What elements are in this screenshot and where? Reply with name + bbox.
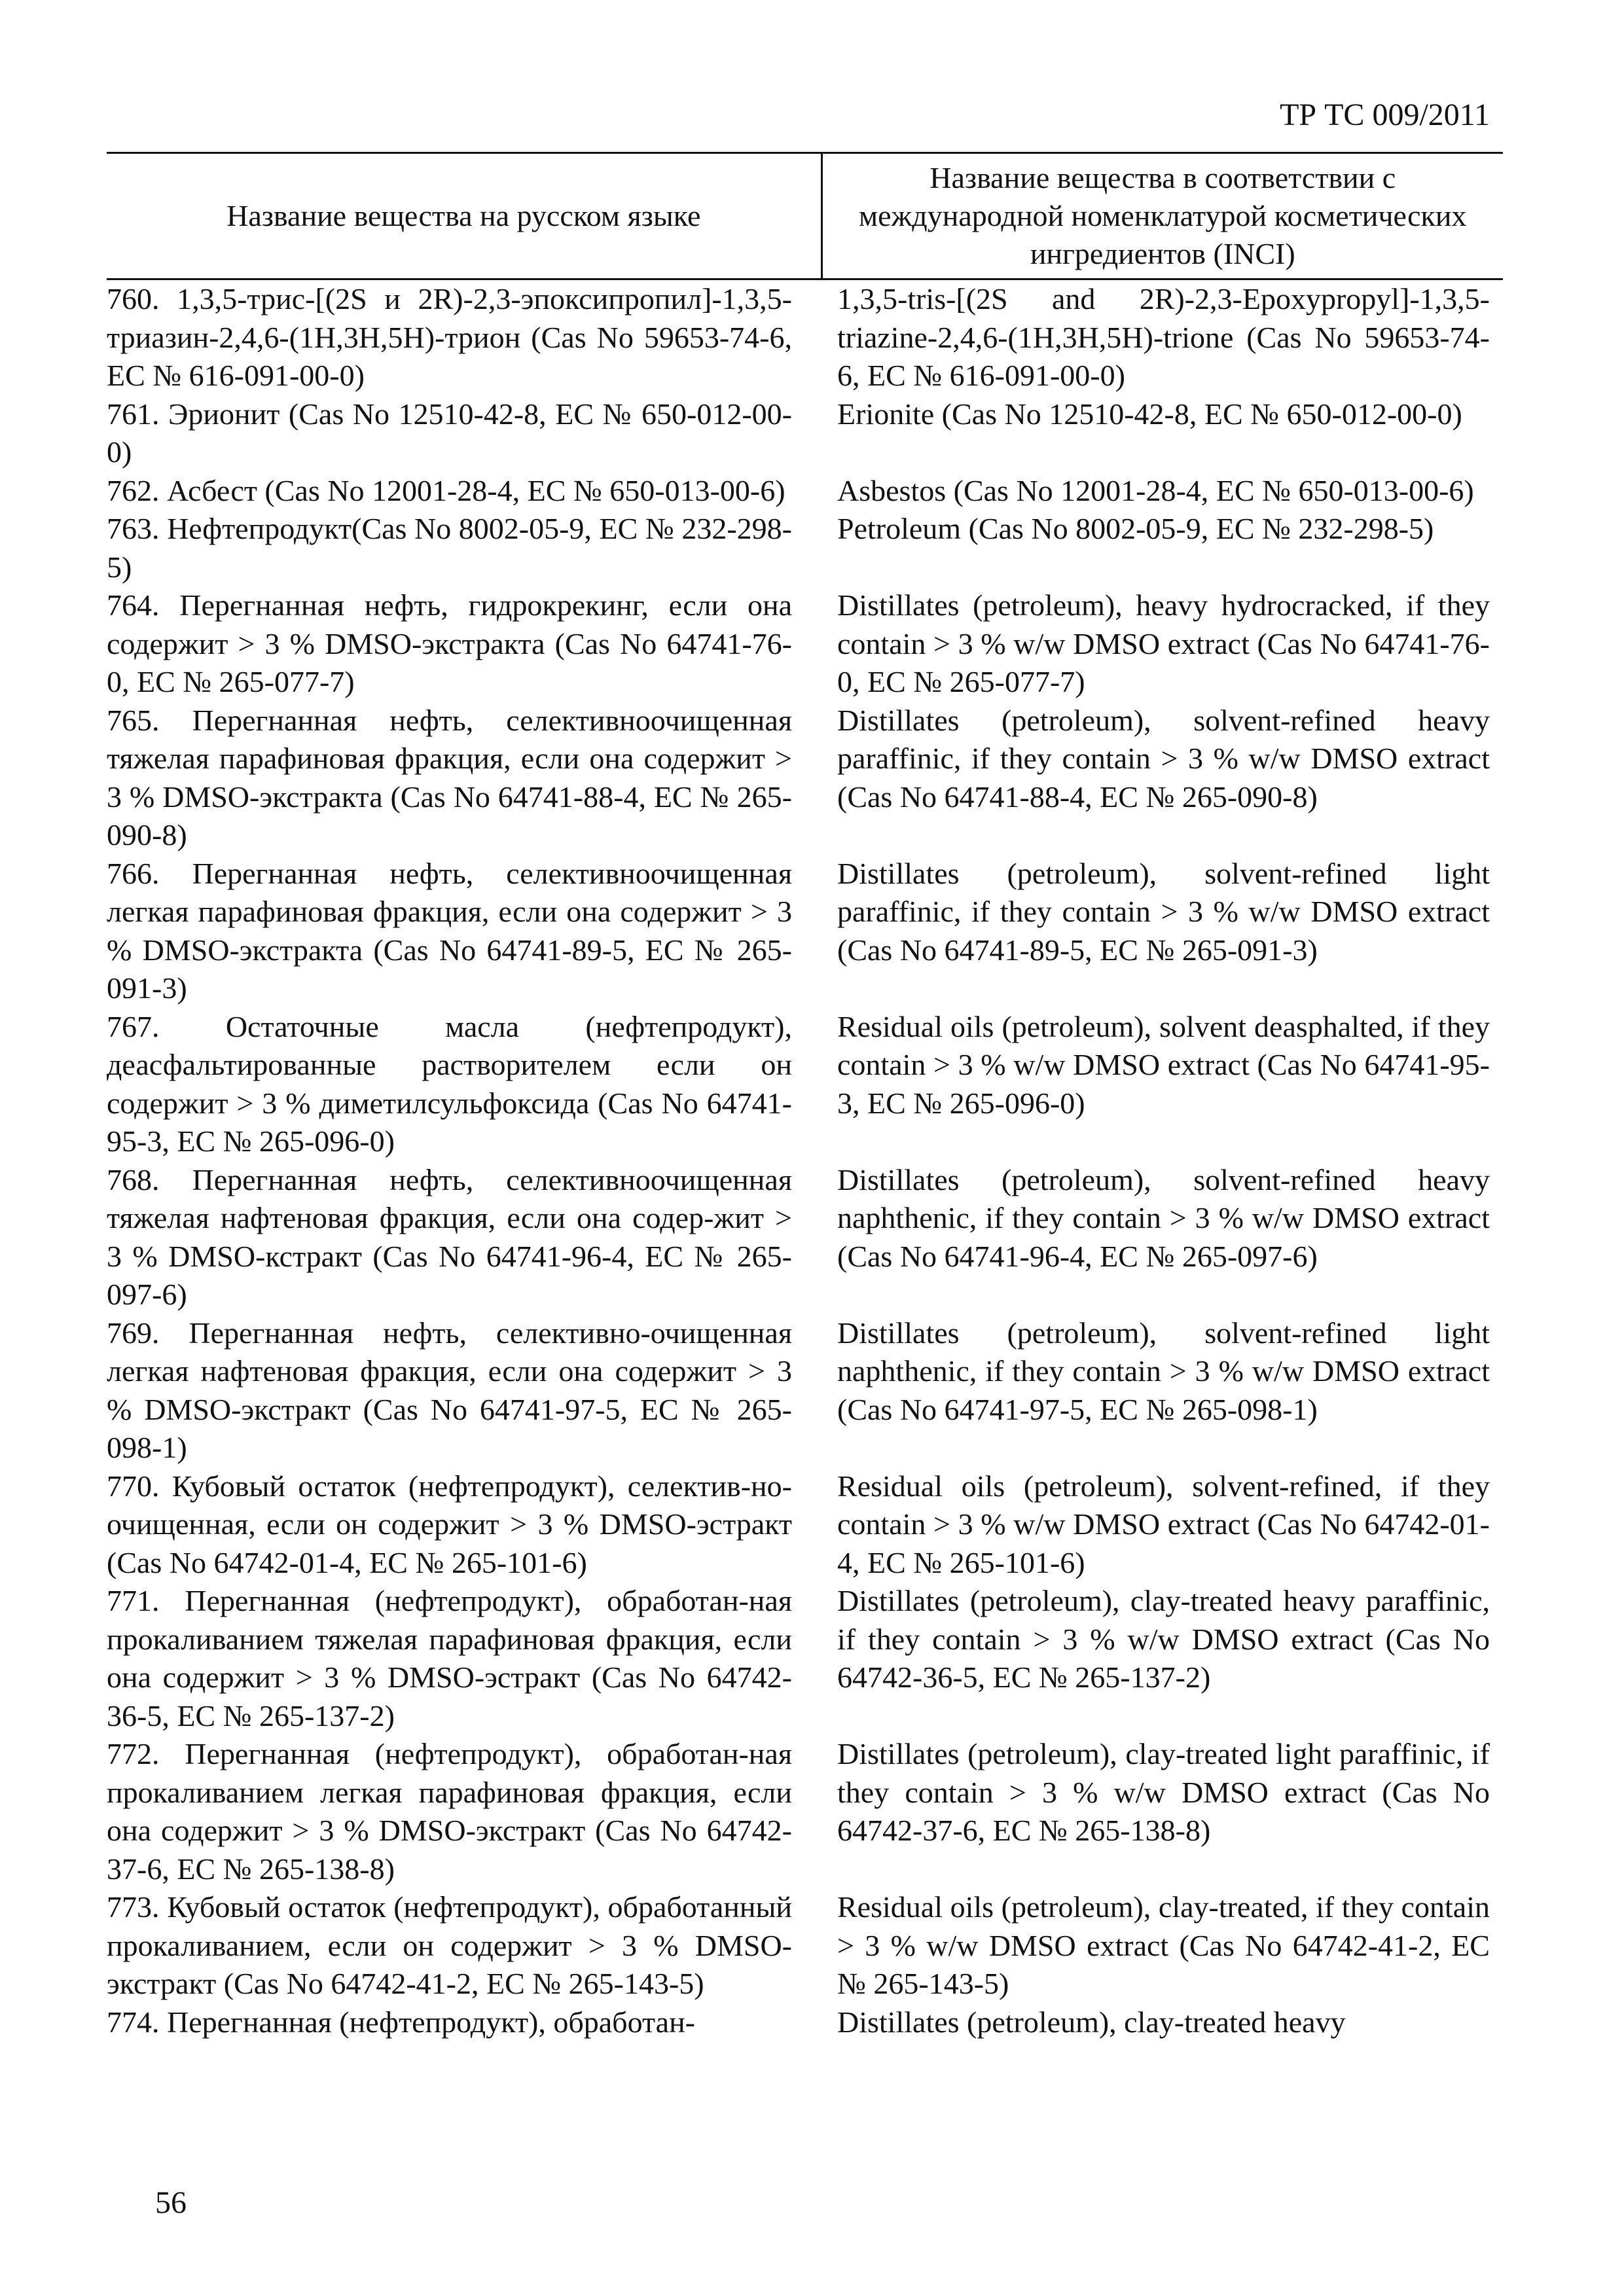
substance-name-russian: 763. Нефтепродукт(Cas No 8002-05-9, ЕС № 232-298-5) [107, 512, 792, 584]
table-row [107, 855, 1503, 1008]
substance-name-inci: Distillates (petroleum), solvent-refined heavy naphthenic, if they contain > 3 % w/w DMSO extract (Cas No 64741-96-4, ЕС № 265-097-6) [837, 1162, 1490, 1273]
substance-name-russian: 766. Перегнанная нефть, селективноочищенная легкая парафиновая фракция, если она содержит > 3 % DMSO-экстракта (Cas No 64741-89-5, ЕС № 265-091-3) [107, 856, 792, 1005]
substance-name-russian: 771. Перегнанная (нефтепродукт), обработан-ная прокаливанием тяжелая парафиновая фракция, если она содержит > 3 % DMSO-эстракт (Cas No 64742-36-5, ЕС № 265-137-2) [107, 1584, 792, 1732]
substance-name-russian: 760. 1,3,5-трис-[(2S и 2R)-2,3-эпоксипропил]-1,3,5-триазин-2,4,6-(1H,3H,5H)-трион (Cas No 59653-74-6, ЕС № 616-091-00-0) [107, 282, 792, 392]
substance-name-russian: 762. Асбест (Cas No 12001-28-4, ЕС № 650-013-00-6) [107, 473, 785, 507]
substance-name-russian: 772. Перегнанная (нефтепродукт), обработан-ная прокаливанием легкая парафиновая фракция, если она содержит > 3 % DMSO-экстракт (Cas No 64742-37-6, ЕС № 265-138-8) [107, 1737, 792, 1886]
substance-name-inci: Residual oils (petroleum), solvent-refined, if they contain > 3 % w/w DMSO extract (Cas No 64742-01-4, ЕС № 265-101-6) [837, 1469, 1490, 1579]
substance-name-russian: 764. Перегнанная нефть, гидрокрекинг, если она содержит > 3 % DMSO-экстракта (Cas No 64741-76-0, ЕС № 265-077-7) [107, 588, 792, 698]
table-row [107, 1888, 1503, 2003]
substance-name-inci: Distillates (petroleum), solvent-refined light naphthenic, if they contain > 3 % w/w DMSO extract (Cas No 64741-97-5, ЕС № 265-098-1) [837, 1316, 1490, 1426]
document-code: ТР ТС 009/2011 [1280, 98, 1490, 132]
substance-name-inci: Distillates (petroleum), solvent-refined light paraffinic, if they contain > 3 % w/w DMSO extract (Cas No 64741-89-5, ЕС № 265-091-3) [837, 856, 1490, 967]
table-row [107, 395, 1503, 472]
column-header-russian: Название вещества на русском языке [107, 153, 821, 279]
table-row [107, 1735, 1503, 1888]
substance-name-russian: 774. Перегнанная (нефтепродукт), обработан- [107, 2005, 695, 2039]
substance-name-inci: 1,3,5-tris-[(2S and 2R)-2,3-Epoxypropyl]-1,3,5-triazine-2,4,6-(1H,3H,5H)-trione (Cas No 59653-74-6, ЕС № 616-091-00-0) [837, 282, 1490, 392]
substance-name-russian: 767. Остаточные масла (нефтепродукт), деасфальтированные растворителем если он содержит > 3 % диметилсульфоксида (Cas No 64741-95-3, ЕС № 265-096-0) [107, 1009, 792, 1158]
table-row [107, 1582, 1503, 1735]
substance-name-inci: Distillates (petroleum), solvent-refined heavy paraffinic, if they contain > 3 % w/w DMSO extract (Cas No 64741-88-4, ЕС № 265-090-8) [837, 703, 1490, 814]
substance-name-inci: Distillates (petroleum), heavy hydrocracked, if they contain > 3 % w/w DMSO extract (Cas No 64741-76-0, ЕС № 265-077-7) [837, 588, 1490, 698]
substances-table [107, 152, 1503, 2041]
substance-name-russian: 768. Перегнанная нефть, селективноочищенная тяжелая нафтеновая фракция, если она содер-жит > 3 % DMSO-кстракт (Cas No 64741-96-4, ЕС № 265-097-6) [107, 1162, 792, 1311]
substance-name-inci: Residual oils (petroleum), solvent deasphalted, if they contain > 3 % w/w DMSO extract (Cas No 64741-95-3, ЕС № 265-096-0) [837, 1009, 1490, 1120]
substance-name-russian: 770. Кубовый остаток (нефтепродукт), селектив-но-очищенная, если он содержит > 3 % DMSO-эстракт (Cas No 64742-01-4, ЕС № 265-101-6) [107, 1469, 792, 1579]
table-row [107, 2003, 1503, 2042]
substance-name-russian: 769. Перегнанная нефть, селективно-очищенная легкая нафтеновая фракция, если она содержит > 3 % DMSO-экстракт (Cas No 64741-97-5, ЕС № 265-098-1) [107, 1316, 792, 1464]
table-row [107, 586, 1503, 702]
substance-name-inci: Asbestos (Cas No 12001-28-4, ЕС № 650-013-00-6) [837, 473, 1474, 507]
page-number: 56 [155, 2185, 187, 2220]
table-row [107, 510, 1503, 586]
table-row [107, 472, 1503, 511]
substance-name-inci: Petroleum (Cas No 8002-05-9, ЕС № 232-298-5) [837, 512, 1434, 545]
substance-name-inci: Erionite (Cas No 12510-42-8, ЕС № 650-012-00-0) [837, 397, 1462, 431]
substance-name-inci: Distillates (petroleum), clay-treated light paraffinic, if they contain > 3 % w/w DMSO extract (Cas No 64742-37-6, ЕС № 265-138-8) [837, 1737, 1490, 1847]
table-row [107, 1161, 1503, 1314]
column-header-inci: Название вещества в соответствии с международной номенклатурой косметических ингредиентов (INCI) [859, 161, 1467, 270]
table-header-row [107, 153, 1503, 279]
substance-name-inci: Distillates (petroleum), clay-treated heavy [837, 2005, 1346, 2039]
table-row [107, 1314, 1503, 1467]
table-row [107, 1467, 1503, 1583]
substance-name-russian: 765. Перегнанная нефть, селективноочищенная тяжелая парафиновая фракция, если она содержит > 3 % DMSO-экстракта (Cas No 64741-88-4, ЕС № 265-090-8) [107, 703, 792, 852]
table-row [107, 1008, 1503, 1161]
substance-name-russian: 761. Эрионит (Cas No 12510-42-8, ЕС № 650-012-00-0) [107, 397, 792, 469]
substance-name-inci: Distillates (petroleum), clay-treated heavy paraffinic, if they contain > 3 % w/w DMSO extract (Cas No 64742-36-5, ЕС № 265-137-2) [837, 1584, 1490, 1694]
substance-name-russian: 773. Кубовый остаток (нефтепродукт), обработанный прокаливанием, если он содержит > 3 % DMSO-экстракт (Cas No 64742-41-2, ЕС № 265-143-5) [107, 1890, 792, 2000]
substance-name-inci: Residual oils (petroleum), clay-treated, if they contain > 3 % w/w DMSO extract (Cas No 64742-41-2, ЕС № 265-143-5) [837, 1890, 1490, 2000]
table-row [107, 279, 1503, 395]
table-row [107, 702, 1503, 855]
